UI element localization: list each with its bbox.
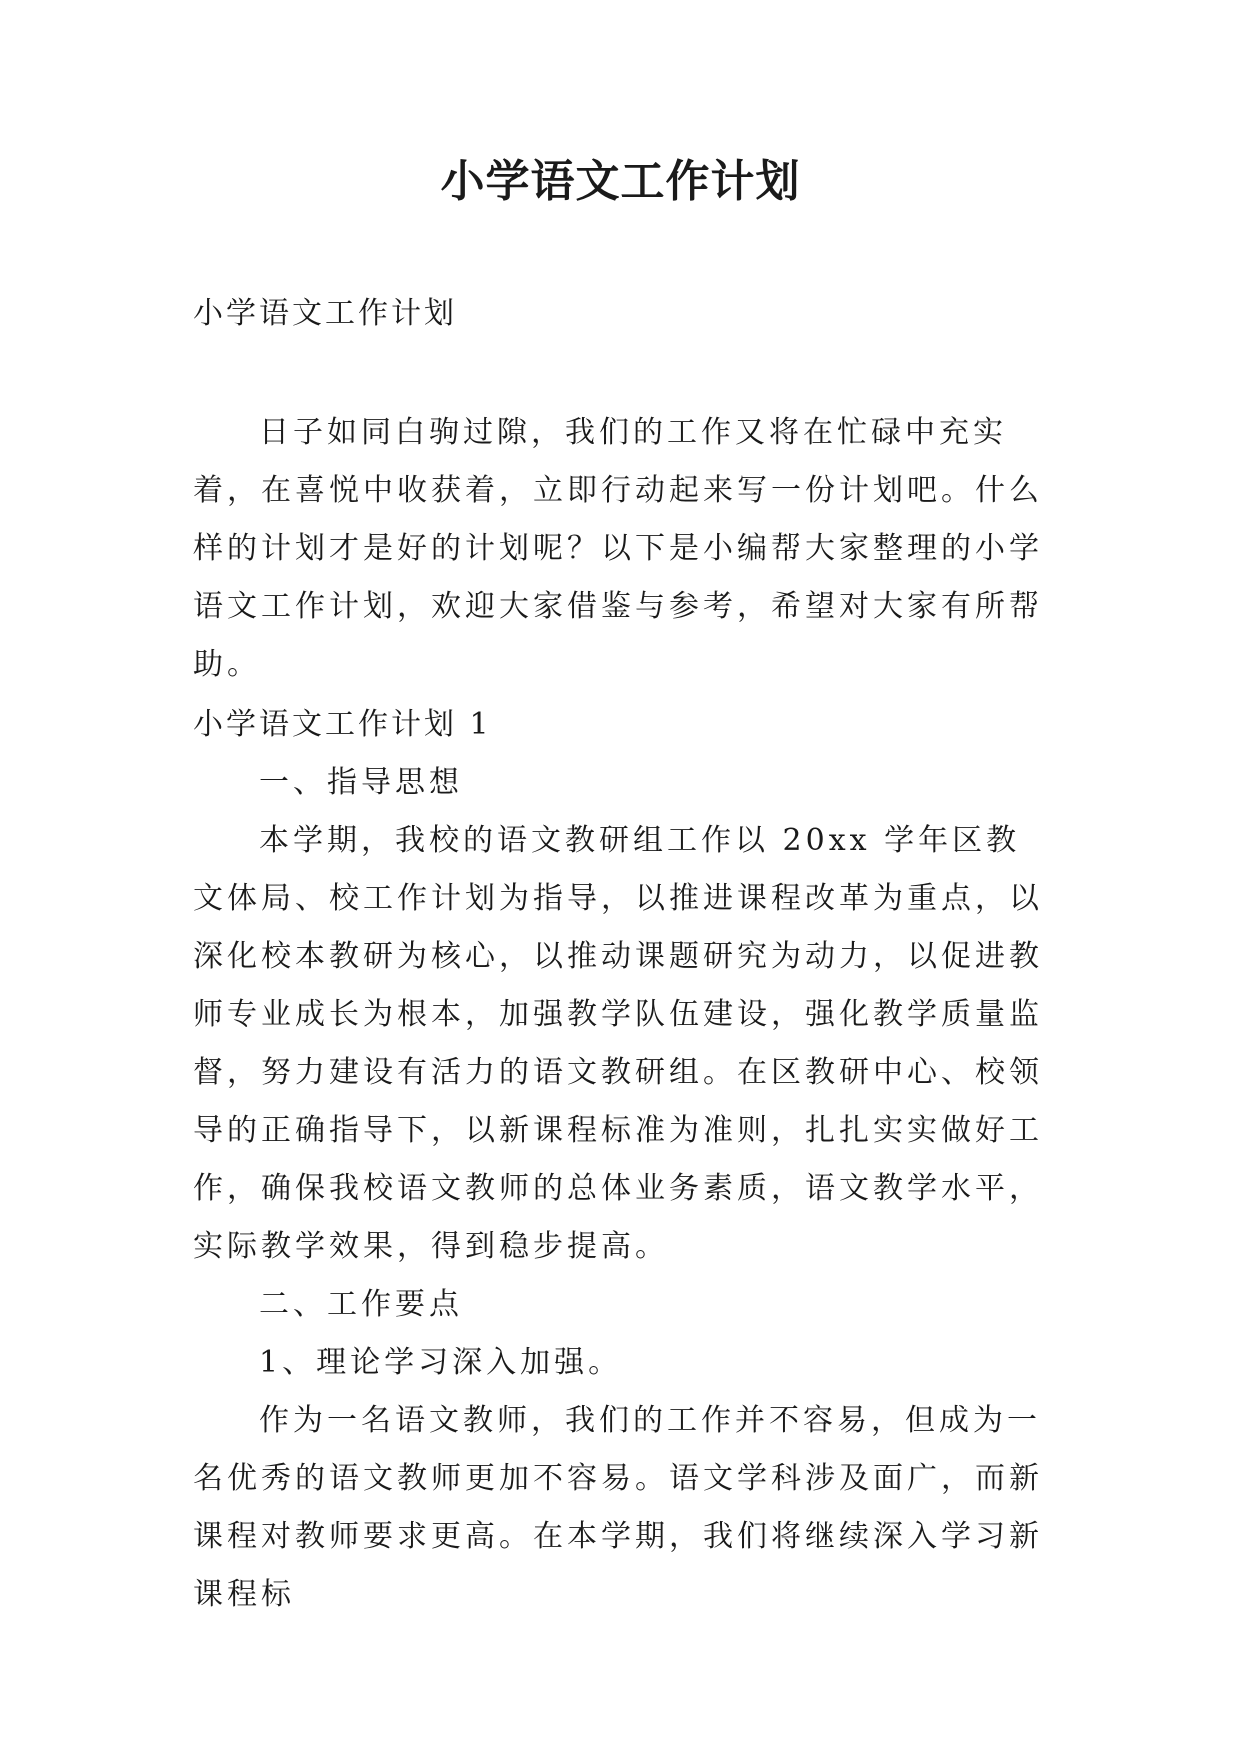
point-1-heading: 1、理论学习深入加强。 bbox=[259, 1345, 623, 1380]
plan-1-content bbox=[193, 754, 1053, 1624]
section-1-paragraph: 本学期，我校的语文教研组工作以 20xx 学年区教文体局、校工作计划为指导，以推进课程改革为重点，以深化校本教研为核心，以推动课题研究为动力，以促进教师专业成长为根本，加强教学队伍建设，强化教学质量监督，努力建设有活力的语文教研组。在区教研中心、校领导的正确指导下，以新课程标准为准则，扎扎实实做好工作，确保我校语文教师的总体业务素质，语文教学水平，实际教学效果，得到稳步提高。 bbox=[193, 823, 1043, 1264]
section-2-heading: 二、工作要点 bbox=[259, 1287, 463, 1322]
intro-paragraph: 日子如同白驹过隙，我们的工作又将在忙碌中充实着，在喜悦中收获着，立即行动起来写一份计划吧。什么样的计划才是好的计划呢？以下是小编帮大家整理的小学语文工作计划，欢迎大家借鉴与参考，希望对大家有所帮助。 bbox=[193, 415, 1043, 682]
document-subtitle: 小学语文工作计划 bbox=[193, 296, 457, 331]
plan-1-heading: 小学语文工作计划 1 bbox=[193, 707, 492, 742]
document-title: 小学语文工作计划 bbox=[440, 156, 801, 207]
point-1-paragraph: 作为一名语文教师，我们的工作并不容易，但成为一名优秀的语文教师更加不容易。语文学科涉及面广，而新课程对教师要求更高。在本学期，我们将继续深入学习新课程标 bbox=[193, 1403, 1043, 1612]
section-1-heading: 一、指导思想 bbox=[259, 765, 463, 800]
